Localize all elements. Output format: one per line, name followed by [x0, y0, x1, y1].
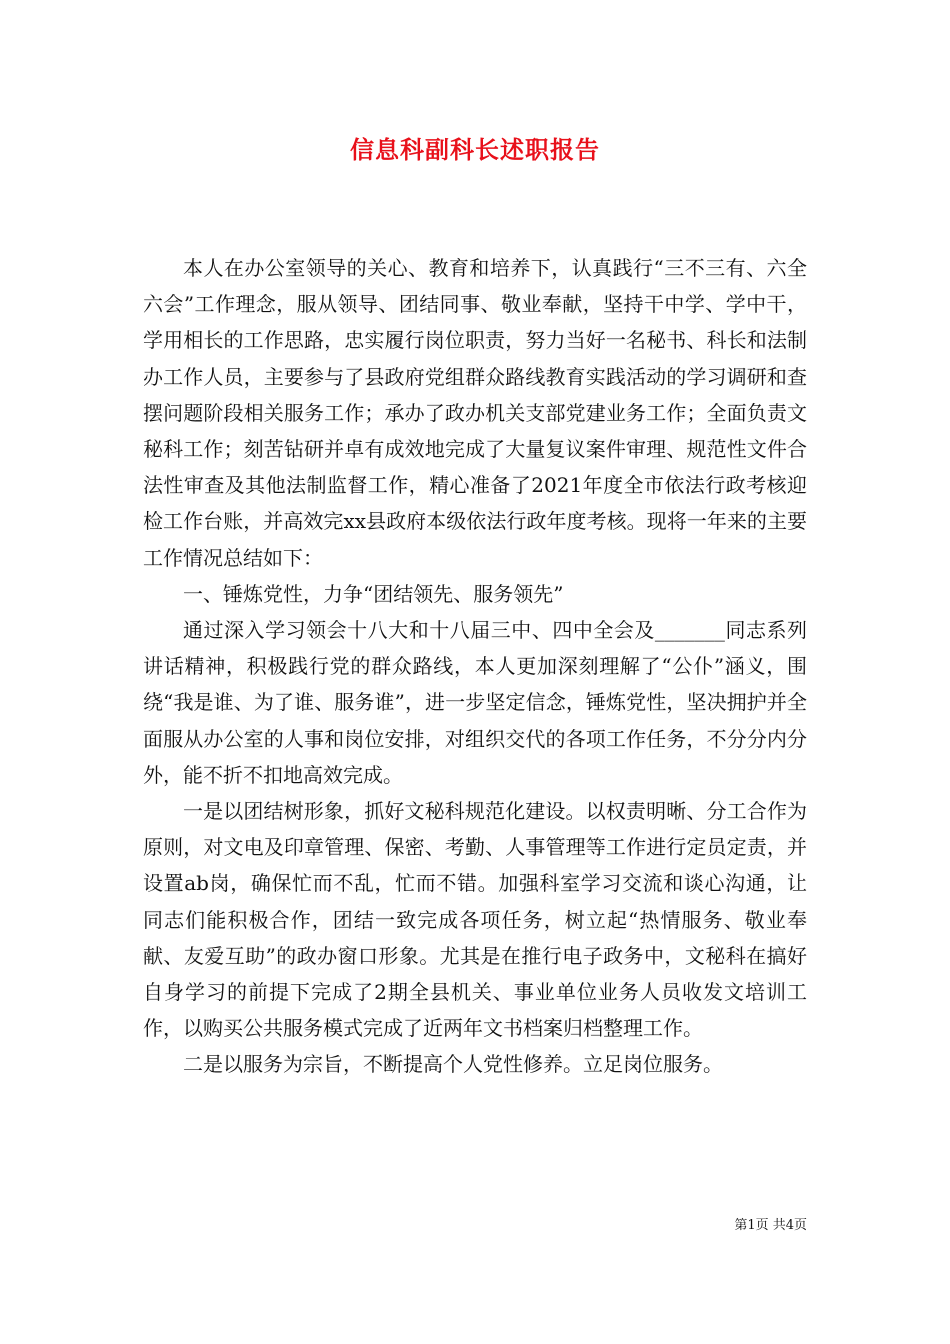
paragraph-intro: 本人在办公室领导的关心、教育和培养下，认真践行“三不三有、六全六会”工作理念，服从领导、团结同事、敬业奉献，坚持干中学、学中干，学用相长的工作思路，忠实履行岗位职责，努力当好一名秘书、科长和法制办工作人员，主要参与了县政府党组群众路线教育实践活动的学习调研和查摆问题阶段相关服务工作；承办了政办机关支部党建业务工作；全面负责文秘科工作；刻苦钻研并卓有成效地完成了大量复议案件审理、规范性文件合法性审查及其他法制监督工作，精心准备了2021年度全市依法行政考核迎检工作台账，并高效完xx县政府本级依法行政年度考核。现将一年来的主要工作情况总结如下： [143, 256, 807, 570]
document-body [143, 250, 807, 1083]
paragraph-point-1: 一是以团结树形象，抓好文秘科规范化建设。以权责明晰、分工合作为原则，对文电及印章管理、保密、考勤、人事管理等工作进行定员定责，并设置ab岗，确保忙而不乱，忙而不错。加强科室学习交流和谈心沟通，让同志们能积极合作，团结一致完成各项任务，树立起“热情服务、敬业奉献、友爱互助”的政办窗口形象。尤其是在推行电子政务中，文秘科在搞好自身学习的前提下完成了2期全县机关、事业单位业务人员收发文培训工作，以购买公共服务模式完成了近两年文书档案归档整理工作。 [143, 799, 807, 1041]
paragraph-point-2: 二是以服务为宗旨，不断提高个人党性修养。立足岗位服务。 [183, 1052, 723, 1077]
section-heading-1: 一、锤炼党性，力争“团结领先、服务领先” [183, 581, 564, 606]
page-number-footer: 第1页 共4页 [734, 1218, 807, 1233]
page-title: 信息科副科长述职报告 [350, 135, 600, 164]
paragraph-section-1: 通过深入学习领会十八大和十八届三中、四中全会及_______同志系列讲话精神，积极践行党的群众路线，本人更加深刻理解了“公仆”涵义，围绕“我是谁、为了谁、服务谁”，进一步坚定信念，锤炼党性，坚决拥护并全面服从办公室的人事和岗位安排，对组织交代的各项工作任务，不分分内分外，能不折不扣地高效完成。 [143, 618, 807, 787]
